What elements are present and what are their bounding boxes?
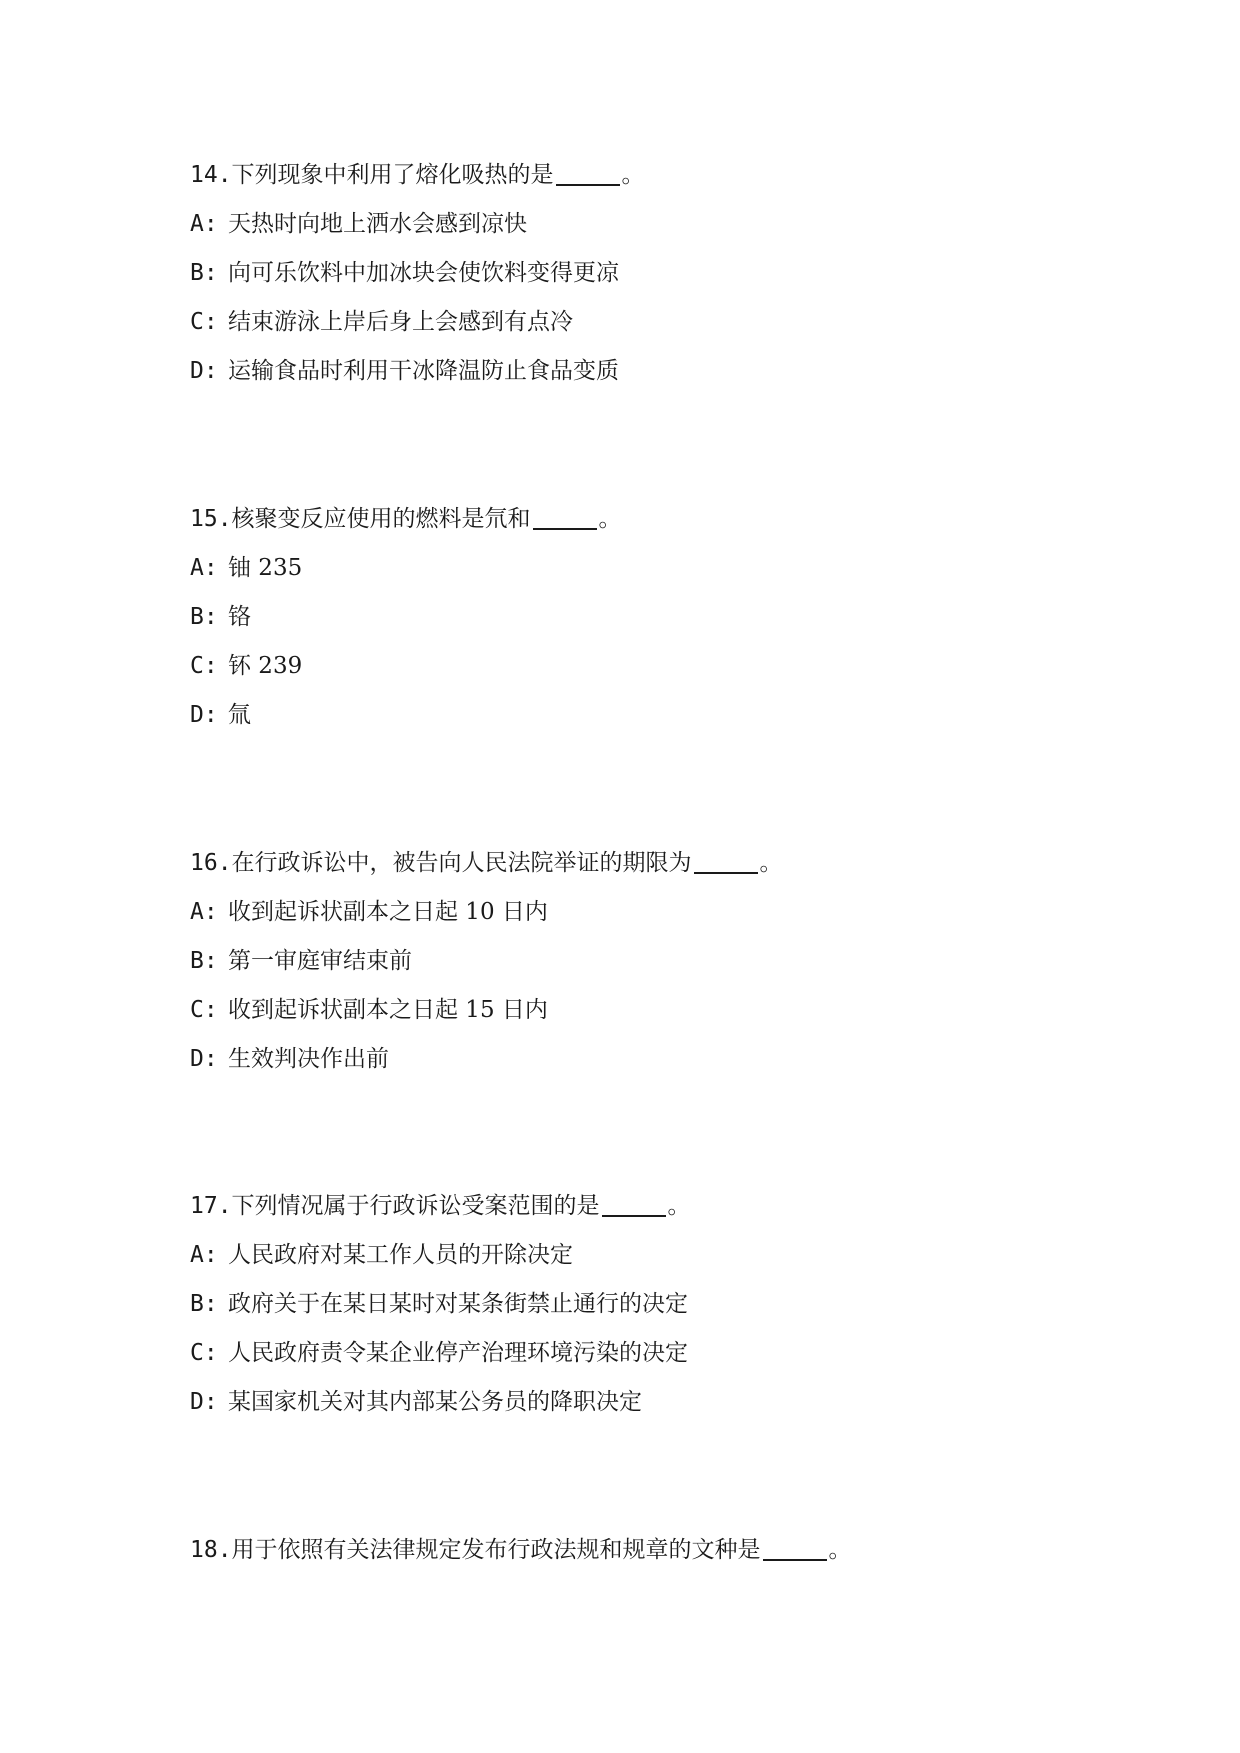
option-text: 氚 [228,702,251,728]
question-stem [190,848,1090,878]
option-letter: D: [190,358,218,384]
question-text: 用于依照有关法律规定发布行政法规和规章的文种是 [231,1537,761,1563]
option-d [190,700,1090,730]
option-text: 收到起诉状副本之日起 10 日内 [228,899,548,925]
question-end-mark: 。 [828,1537,852,1563]
question-15 [190,504,1090,730]
question-stem [190,1535,1090,1565]
option-letter: C: [190,309,218,335]
answer-blank [602,1215,666,1217]
answer-blank [556,184,620,186]
option-text: 天热时向地上洒水会感到凉快 [228,211,527,237]
question-16 [190,848,1090,1074]
option-text: 收到起诉状副本之日起 15 日内 [228,997,548,1023]
question-number: 18. [190,1537,232,1563]
question-stem [190,160,1090,190]
option-letter: C: [190,1340,218,1366]
question-text: 核聚变反应使用的燃料是氘和 [231,506,531,532]
question-end-mark: 。 [667,1193,691,1219]
option-b [190,1289,1090,1319]
option-letter: B: [190,1291,218,1317]
question-text: 下列情况属于行政诉讼受案范围的是 [231,1193,600,1219]
option-a [190,553,1090,583]
option-letter: A: [190,1242,218,1268]
question-number: 15. [190,506,232,532]
question-end-mark: 。 [598,506,622,532]
option-c [190,307,1090,337]
question-18 [190,1535,1090,1565]
option-text: 运输食品时利用干冰降温防止食品变质 [228,358,619,384]
question-end-mark: 。 [759,850,783,876]
option-c [190,651,1090,681]
option-letter: B: [190,604,218,630]
option-b [190,258,1090,288]
option-c [190,1338,1090,1368]
option-a [190,897,1090,927]
option-text: 政府关于在某日某时对某条街禁止通行的决定 [228,1291,688,1317]
answer-blank [533,528,597,530]
option-letter: A: [190,211,218,237]
option-text: 人民政府对某工作人员的开除决定 [228,1242,573,1268]
option-text: 铬 [228,604,251,630]
question-14 [190,160,1090,386]
question-number: 16. [190,850,232,876]
option-text: 向可乐饮料中加冰块会使饮料变得更凉 [228,260,619,286]
option-letter: B: [190,260,218,286]
option-text: 生效判决作出前 [228,1046,389,1072]
option-b [190,946,1090,976]
option-a [190,209,1090,239]
option-a [190,1240,1090,1270]
option-letter: B: [190,948,218,974]
option-text: 铀 235 [228,555,303,581]
option-b [190,602,1090,632]
option-text: 某国家机关对其内部某公务员的降职决定 [228,1389,642,1415]
question-number: 14. [190,162,232,188]
option-text: 人民政府责令某企业停产治理环境污染的决定 [228,1340,688,1366]
option-text: 钚 239 [228,653,303,679]
option-text: 结束游泳上岸后身上会感到有点冷 [228,309,573,335]
option-letter: D: [190,702,218,728]
option-letter: C: [190,653,218,679]
question-number: 17. [190,1193,232,1219]
question-17 [190,1191,1090,1417]
option-letter: D: [190,1046,218,1072]
option-text: 第一审庭审结束前 [228,948,412,974]
option-letter: C: [190,997,218,1023]
option-d [190,356,1090,386]
option-letter: D: [190,1389,218,1415]
answer-blank [763,1559,827,1561]
option-letter: A: [190,555,218,581]
question-stem [190,504,1090,534]
question-end-mark: 。 [621,162,645,188]
option-d [190,1387,1090,1417]
question-text: 下列现象中利用了熔化吸热的是 [231,162,554,188]
answer-blank [694,872,758,874]
option-letter: A: [190,899,218,925]
question-text: 在行政诉讼中，被告向人民法院举证的期限为 [231,850,692,876]
option-c [190,995,1090,1025]
question-stem [190,1191,1090,1221]
option-d [190,1044,1090,1074]
